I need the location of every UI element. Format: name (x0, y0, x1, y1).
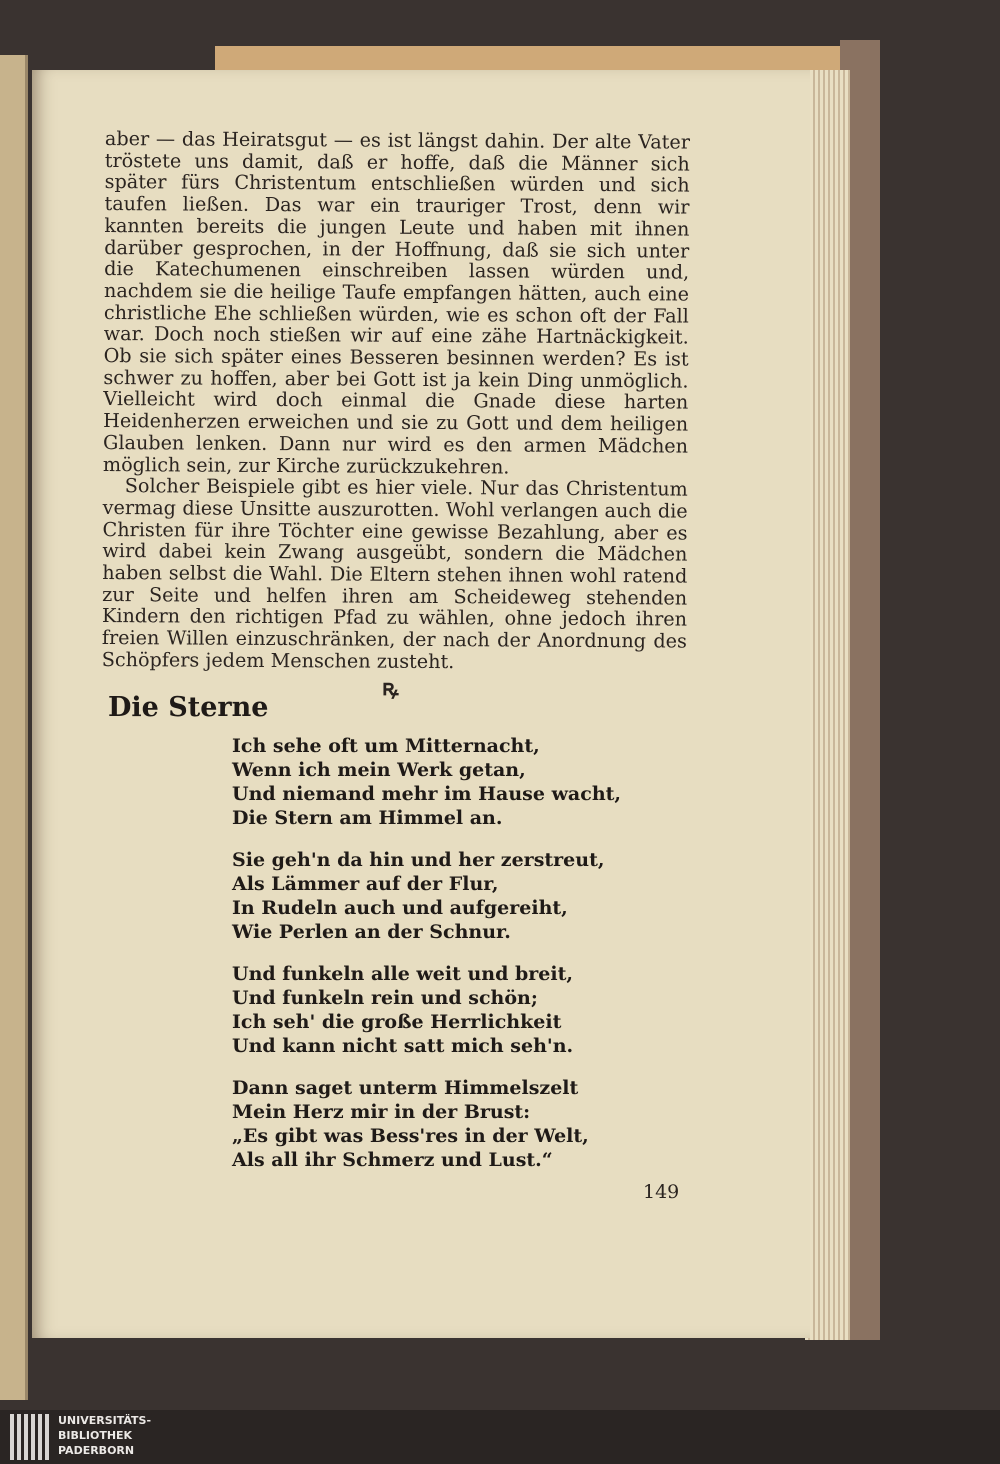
poem-line: Mein Herz mir in der Brust: (232, 1101, 531, 1123)
poem-line: Und funkeln rein und schön; (232, 987, 538, 1009)
library-name-line3: PADERBORN (58, 1444, 135, 1457)
poem-line: Ich sehe oft um Mitternacht, (232, 735, 540, 757)
poem-line: Und niemand mehr im Hause wacht, (232, 783, 622, 805)
poem-stanza-2 (232, 848, 621, 944)
poem-stanza-1 (232, 734, 621, 830)
prose-text (102, 128, 690, 674)
library-name-line2: BIBLIOTHEK (58, 1429, 133, 1442)
poem-line: „Es gibt was Bess'res in der Welt, (232, 1125, 589, 1147)
page-edges (805, 70, 850, 1340)
page-number: 149 (643, 1181, 680, 1203)
poem-stanza-3 (232, 962, 621, 1058)
section-ornament: ꝶ (382, 675, 399, 701)
poem-line: Sie geh'n da hin und her zerstreut, (232, 849, 605, 871)
poem-line: Wenn ich mein Werk getan, (232, 759, 526, 781)
poem-line: Als all ihr Schmerz und Lust.“ (232, 1149, 553, 1171)
poem-line: Wie Perlen an der Schnur. (232, 921, 511, 943)
library-footer (0, 1410, 1000, 1464)
poem-line: Dann saget unterm Himmelszelt (232, 1077, 579, 1099)
library-logo-icon (10, 1414, 52, 1460)
poem-stanza-4 (232, 1076, 621, 1172)
poem-line: Als Lämmer auf der Flur, (232, 873, 499, 895)
poem-line: Die Stern am Himmel an. (232, 807, 503, 829)
prose-paragraph-2: Solcher Beispiele gibt es hier viele. Nur das Christentum vermag diese Unsitte auszurotten. Wohl verlangen auch die Christen für ihre Töchter eine gewisse Bezahlung, aber es wird dabei kein Zwang ausgeübt, sondern die Mädchen haben selbst die Wahl. Die Eltern stehen ihnen wohl ratend zur Seite und helfen ihren am Scheideweg stehenden Kindern den richtigen Pfad zu wählen, ohne jedoch ihren freien Willen einzuschränken, der nach der Anordnung des Schöpfers jedem Menschen zusteht. (101, 474, 688, 674)
left-page-edge (0, 55, 28, 1400)
prose-paragraph-1: aber — das Heiratsgut — es ist längst dahin. Der alte Vater tröstete uns damit, daß er hoffe, daß die Männer sich später fürs Christentum entschließen würden und sich taufen ließen. Das war ein trauriger Trost, denn wir kannten bereits die jungen Leute und haben mit ihnen darüber gesprochen, in der Hoffnung, daß sie sich unter die Katechumenen einschreiben lassen würden und, nachdem sie die heilige Taufe empfangen hätten, auch eine christliche Ehe schließen würden, wie es schon oft der Fall war. Doch noch stießen wir auf eine zähe Hartnäckigkeit. Ob sie sich später eines Besseren besinnen werden? Es ist schwer zu hoffen, aber bei Gott ist ja kein Ding unmöglich. Vielleicht wird doch einmal die Gnade diese harten Heidenherzen erweichen und sie zu Gott und dem heiligen Glauben lenken. Dann nur wird es den armen Mädchen möglich sein, zur Kirche zurückzukehren. (102, 127, 690, 479)
poem-title: Die Sterne (108, 692, 269, 723)
poem-line: In Rudeln auch und aufgereiht, (232, 897, 568, 919)
poem-line: Ich seh' die große Herrlichkeit (232, 1011, 562, 1033)
poem-line: Und funkeln alle weit und breit, (232, 963, 574, 985)
library-name (58, 1413, 151, 1458)
library-name-line1: UNIVERSITÄTS- (58, 1414, 152, 1427)
poem (232, 734, 621, 1190)
poem-line: Und kann nicht satt mich seh'n. (232, 1035, 574, 1057)
